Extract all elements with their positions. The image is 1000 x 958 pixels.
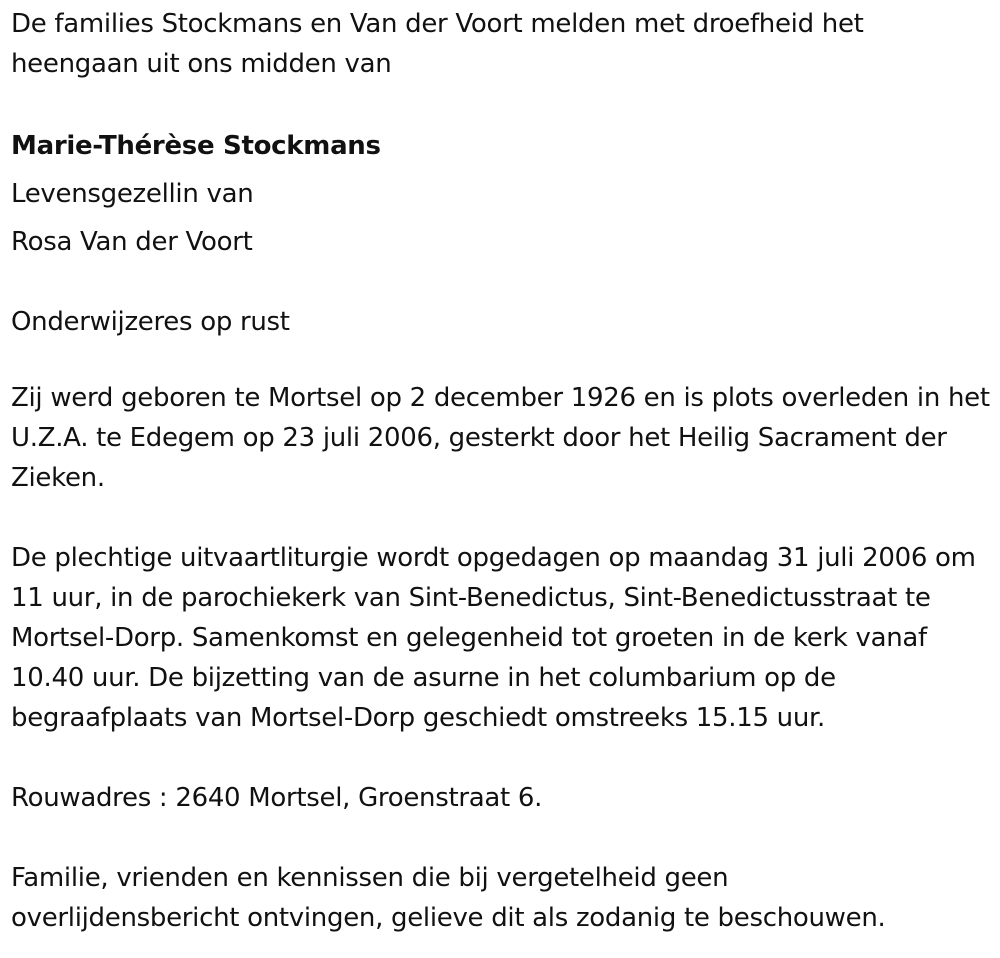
funeral-paragraph: De plechtige uitvaartliturgie wordt opgedagen op maandag 31 juli 2006 om 11 uur, in de parochiekerk van Sint-Benedictus, Sint-Benedictusstraat te Mortsel-Dorp. Samenkomst en gelegenheid tot groeten in de kerk vanaf 10.40 uur. De bijzetting van de asurne in het columbarium op de begraafplaats van Mortsel-Dorp geschiedt omstreeks 15.15 uur. [11, 543, 976, 733]
birth-death-paragraph: Zij werd geboren te Mortsel op 2 december 1926 en is plots overleden in het U.Z.A. te Edegem op 23 juli 2006, gesterkt door het Heilig Sacrament der Zieken. [11, 383, 990, 493]
relation-text: Levensgezellin van [11, 179, 254, 209]
occupation-text: Onderwijzeres op rust [11, 307, 290, 337]
partner-name: Rosa Van der Voort [11, 227, 253, 257]
deceased-name: Marie-Thérèse Stockmans [11, 131, 381, 161]
obituary-notice [11, 4, 996, 938]
mourning-address: Rouwadres : 2640 Mortsel, Groenstraat 6. [11, 783, 543, 813]
intro-paragraph: De families Stockmans en Van der Voort melden met droefheid het heengaan uit ons midden van [11, 9, 864, 79]
closing-paragraph: Familie, vrienden en kennissen die bij vergetelheid geen overlijdensbericht ontvingen, gelieve dit als zodanig te beschouwen. [11, 863, 886, 933]
